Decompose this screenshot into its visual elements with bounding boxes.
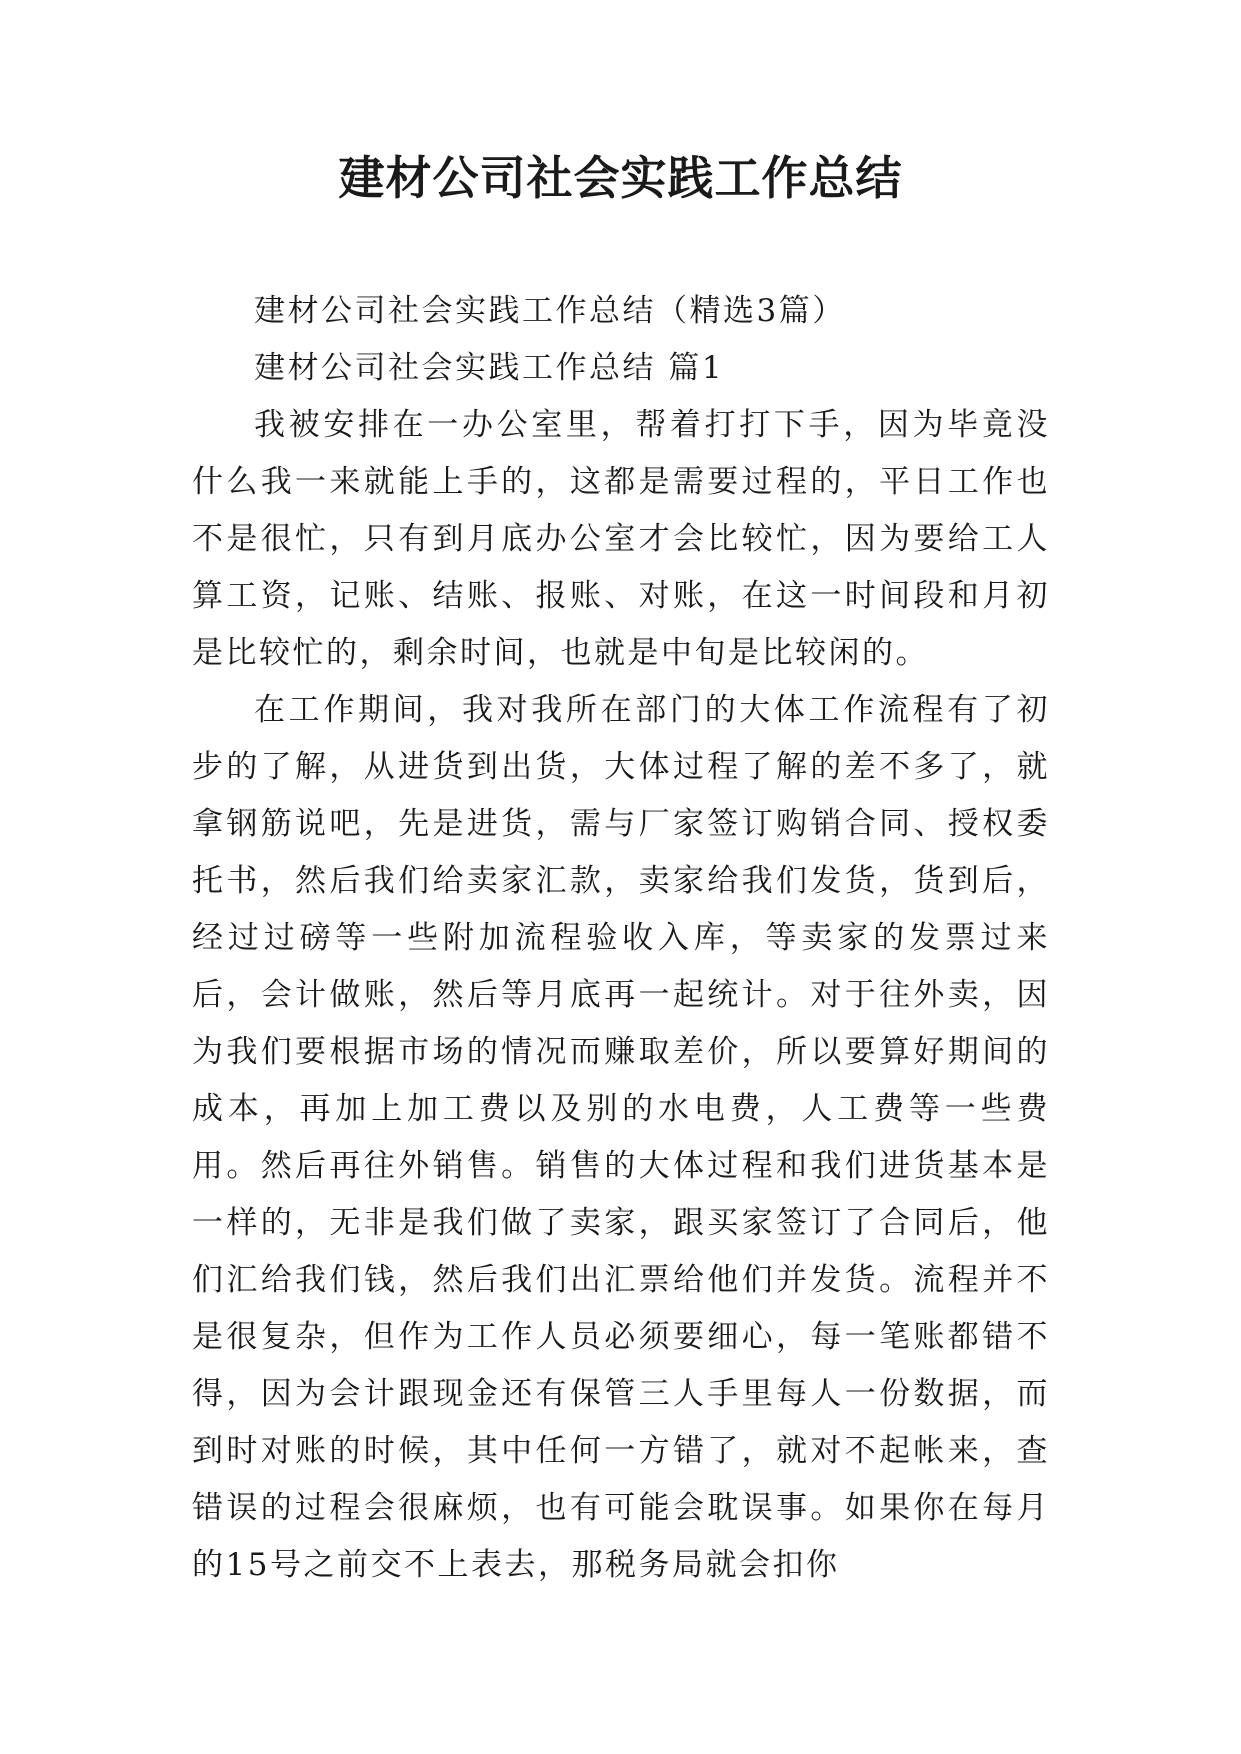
document-subtitle: 建材公司社会实践工作总结（精选3篇） <box>254 293 846 329</box>
document-body <box>192 283 1050 1594</box>
document-title: 建材公司社会实践工作总结 <box>338 151 903 205</box>
body-paragraph-1: 我被安排在一办公室里，帮着打打下手，因为毕竟没什么我一来就能上手的，这都是需要过程的，平日工作也不是很忙，只有到月底办公室才会比较忙，因为要给工人算工资，记账、结账、报账、对账，在这一时间段和月初是比较忙的，剩余时间，也就是中旬是比较闲的。 <box>192 407 1050 671</box>
body-paragraph-2: 在工作期间，我对我所在部门的大体工作流程有了初步的了解，从进货到出货，大体过程了解的差不多了，就拿钢筋说吧，先是进货，需与厂家签订购销合同、授权委托书，然后我们给卖家汇款，卖家给我们发货，货到后，经过过磅等一些附加流程验收入库，等卖家的发票过来后，会计做账，然后等月底再一起统计。对于往外卖，因为我们要根据市场的情况而赚取差价，所以要算好期间的成本，再加上加工费以及别的水电费，人工费等一些费用。然后再往外销售。销售的大体过程和我们进货基本是一样的，无非是我们做了卖家，跟买家签订了合同后，他们汇给我们钱，然后我们出汇票给他们并发货。流程并不是很复杂，但作为工作人员必须要细心，每一笔账都错不得，因为会计跟现金还有保管三人手里每人一份数据，而到时对账的时候，其中任何一方错了，就对不起帐来，查错误的过程会很麻烦，也有可能会耽误事。如果你在每月的15号之前交不上表去，那税务局就会扣你 <box>192 692 1050 1583</box>
section-heading: 建材公司社会实践工作总结 篇1 <box>254 350 725 386</box>
